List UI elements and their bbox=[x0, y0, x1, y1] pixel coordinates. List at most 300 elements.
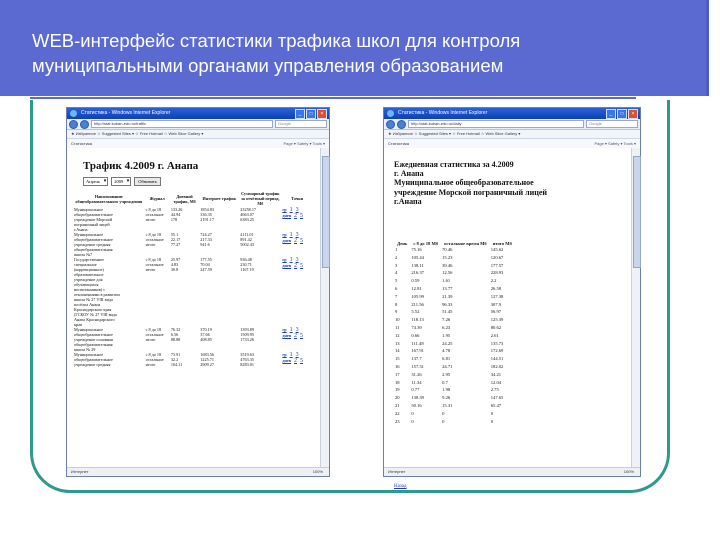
tab-statistics[interactable]: Статистика bbox=[388, 141, 410, 146]
graph-links bbox=[281, 327, 313, 352]
traffic-cell bbox=[170, 257, 199, 327]
traffic-value: 891.42 bbox=[240, 237, 252, 242]
traffic-value: с 8 до 18 bbox=[145, 352, 162, 357]
scrollbar-thumb[interactable] bbox=[322, 156, 330, 268]
graph-link[interactable]: 3 bbox=[295, 257, 299, 263]
daily-cell: 70.46 bbox=[442, 247, 453, 252]
school-name-line: общеобразовательное bbox=[74, 212, 113, 217]
traffic-value: 1683.56 bbox=[200, 352, 214, 357]
zoom-level[interactable]: 100% bbox=[312, 469, 323, 474]
graph-link[interactable]: 2 bbox=[294, 358, 298, 364]
daily-cell: 105.99 bbox=[411, 293, 424, 299]
graph-link[interactable]: 1 bbox=[289, 232, 293, 238]
school-name-line: школа № 29 bbox=[74, 347, 96, 352]
daily-cell: 0 bbox=[442, 418, 445, 424]
school-name-line: учреждение средняя bbox=[74, 242, 111, 247]
graph-link[interactable]: гр bbox=[282, 257, 287, 262]
daily-cell: 24.71 bbox=[442, 363, 453, 369]
traffic-value: 44.94 bbox=[170, 212, 181, 217]
traffic-value: 88.88 bbox=[170, 337, 181, 342]
graph-link[interactable]: днев bbox=[282, 358, 292, 363]
scrollbar-thumb[interactable] bbox=[633, 156, 641, 268]
school-name-line: отклонениями в развитии bbox=[74, 292, 120, 297]
school-name bbox=[73, 232, 145, 257]
back-icon[interactable] bbox=[386, 120, 395, 129]
status-zone: Интернет bbox=[71, 469, 89, 474]
daily-cell: 17 bbox=[395, 371, 400, 377]
daily-title-line: г.Анапа bbox=[394, 196, 422, 206]
traffic-value: итого bbox=[145, 242, 156, 247]
back-icon[interactable] bbox=[69, 120, 78, 129]
daily-cell: 0 bbox=[490, 418, 494, 424]
traffic-value: с 8 до 18 bbox=[145, 232, 162, 237]
school-name-line: Муниципальное bbox=[74, 327, 104, 332]
table-row bbox=[394, 379, 515, 387]
table-row bbox=[394, 269, 515, 277]
daily-cell: 182.02 bbox=[490, 363, 504, 369]
daily-cell: 7 bbox=[395, 293, 398, 299]
graph-link[interactable]: днев bbox=[282, 333, 292, 338]
banner-underline bbox=[30, 97, 636, 99]
table-row bbox=[394, 340, 515, 348]
col-header: Наименование общеобразовательного учреждения bbox=[75, 193, 143, 204]
favorites-bar[interactable]: ★ Избранное ☆ Suggested Sites ▾ ☆ Free Hotmail ☆ Web Slice Gallery ▾ bbox=[384, 130, 640, 139]
traffic-value: 30.8 bbox=[170, 267, 179, 272]
daily-cell: 1.95 bbox=[442, 332, 451, 338]
daily-cell: 20 bbox=[395, 395, 400, 401]
traffic-value: 247.59 bbox=[200, 267, 212, 272]
traffic-cell bbox=[199, 207, 239, 232]
daily-cell: 9.26 bbox=[442, 395, 451, 401]
graph-link[interactable]: 3 bbox=[295, 207, 299, 213]
graph-link-line bbox=[282, 213, 312, 219]
traffic-value: 936.48 bbox=[240, 257, 252, 262]
traffic-cell bbox=[145, 232, 170, 257]
url-input[interactable]: http://stat.kuban-edu.ru/daily bbox=[408, 120, 584, 128]
school-name-line: учреждение Морской bbox=[74, 217, 113, 222]
traffic-cell bbox=[239, 257, 281, 327]
vertical-scrollbar[interactable] bbox=[320, 148, 329, 467]
ie-icon bbox=[70, 110, 77, 117]
period-controls bbox=[83, 177, 161, 186]
traffic-cell bbox=[199, 232, 239, 257]
daily-cell: 216.37 bbox=[411, 270, 424, 276]
traffic-value: 178 bbox=[170, 217, 178, 222]
daily-title-line: Муниципальное общеобразовательное bbox=[394, 178, 534, 188]
daily-cell: 12 bbox=[395, 332, 400, 338]
daily-cell: 16 bbox=[395, 363, 400, 369]
table-row bbox=[73, 232, 313, 257]
traffic-value: итого bbox=[145, 217, 156, 222]
traffic-value: остальное bbox=[145, 237, 164, 242]
daily-cell: 51.45 bbox=[442, 309, 453, 315]
traffic-value: 4111.01 bbox=[240, 232, 254, 237]
traffic-value: с 8 до 18 bbox=[145, 257, 162, 262]
daily-cell: 0.59 bbox=[411, 278, 420, 284]
daily-cell: 4 bbox=[395, 270, 398, 276]
daily-cell: 127.38 bbox=[490, 293, 504, 299]
traffic-value: 23258.17 bbox=[240, 207, 256, 212]
close-icon[interactable]: × bbox=[628, 109, 638, 119]
table-row bbox=[394, 293, 515, 301]
forward-icon[interactable] bbox=[397, 120, 406, 129]
school-name-line: воспитанников) с bbox=[74, 287, 106, 292]
traffic-value: 230.71 bbox=[240, 262, 252, 267]
month-select[interactable]: Апрель ▾ bbox=[83, 177, 108, 186]
daily-cell: 18 bbox=[395, 379, 400, 385]
traffic-value: 55.1 bbox=[170, 232, 179, 237]
graph-link[interactable]: 3 bbox=[295, 352, 299, 358]
traffic-value: 336.35 bbox=[200, 212, 212, 217]
traffic-cell bbox=[170, 327, 199, 352]
graph-link[interactable]: 5 bbox=[300, 333, 304, 339]
table-row bbox=[394, 347, 515, 355]
school-name-line: школа №7 bbox=[74, 252, 93, 257]
traffic-value: 5002.43 bbox=[240, 242, 254, 247]
daily-cell: 2.61 bbox=[490, 332, 499, 338]
daily-cell: 167.91 bbox=[411, 348, 424, 354]
daily-cell: 0 bbox=[411, 410, 414, 416]
col-header: Суммарный трафик за отчётный период, Мб bbox=[241, 191, 280, 206]
daily-cell: 0 bbox=[490, 410, 494, 416]
maximize-icon[interactable]: □ bbox=[617, 109, 627, 119]
graph-link[interactable]: 1 bbox=[289, 327, 293, 333]
traffic-value: 73.91 bbox=[170, 352, 181, 357]
table-row bbox=[394, 262, 515, 270]
forward-icon[interactable] bbox=[80, 120, 89, 129]
graph-link[interactable]: гр bbox=[282, 327, 287, 332]
maximize-icon[interactable]: □ bbox=[306, 109, 316, 119]
ie-icon bbox=[387, 110, 394, 117]
graph-link[interactable]: гр bbox=[282, 352, 287, 357]
daily-cell: 0.7 bbox=[442, 379, 448, 385]
traffic-value: остальное bbox=[145, 332, 164, 337]
graph-links bbox=[281, 352, 313, 367]
status-zone: Интернет bbox=[388, 469, 406, 474]
daily-cell: 10 bbox=[395, 317, 400, 323]
daily-cell: 157.31 bbox=[411, 363, 424, 369]
daily-cell: 0 bbox=[442, 410, 445, 416]
traffic-value: 37.66 bbox=[200, 332, 210, 337]
traffic-value: 1167.19 bbox=[240, 267, 254, 272]
traffic-value: 8283.01 bbox=[240, 362, 254, 367]
graph-link[interactable]: 5 bbox=[300, 238, 304, 244]
col-header: Дневной трафик, Мб bbox=[173, 193, 196, 204]
refresh-button[interactable]: Обновить bbox=[134, 177, 161, 186]
daily-cell: 211.56 bbox=[411, 301, 424, 307]
minimize-icon[interactable]: _ bbox=[606, 109, 616, 119]
traffic-value: остальное bbox=[145, 262, 164, 267]
graph-link-line bbox=[282, 358, 312, 364]
daily-cell: 2.95 bbox=[442, 371, 451, 377]
traffic-value: 724.27 bbox=[200, 232, 212, 237]
close-icon[interactable]: × bbox=[317, 109, 327, 119]
traffic-value: 104.11 bbox=[170, 362, 183, 367]
table-row bbox=[394, 371, 515, 379]
daily-cell: 15.31 bbox=[442, 402, 453, 408]
traffic-cell bbox=[170, 207, 199, 232]
daily-cell: 1 bbox=[395, 247, 398, 252]
school-name bbox=[73, 207, 145, 232]
school-name-line: Муниципальное bbox=[74, 232, 104, 237]
table-row bbox=[73, 257, 313, 327]
traffic-value: 1225.71 bbox=[200, 357, 214, 362]
graph-link[interactable]: днев bbox=[282, 213, 292, 218]
graph-link[interactable]: 5 bbox=[300, 263, 304, 269]
traffic-value: с 8 до 18 bbox=[145, 327, 162, 332]
daily-cell: 125.39 bbox=[490, 317, 504, 323]
daily-cell: 56.97 bbox=[490, 309, 502, 315]
graph-link[interactable]: 2 bbox=[294, 213, 298, 219]
traffic-cell bbox=[239, 232, 281, 257]
traffic-value: остальное bbox=[145, 357, 164, 362]
graph-link[interactable]: 2 bbox=[294, 238, 298, 244]
daily-cell: 6.23 bbox=[442, 324, 451, 330]
command-bar[interactable]: Page ▾ Safety ▾ Tools ▾ bbox=[594, 141, 636, 146]
graph-link[interactable]: гр bbox=[282, 232, 287, 237]
school-name-line: (коррекционное) bbox=[74, 267, 104, 272]
table-row bbox=[394, 324, 515, 332]
address-bar bbox=[67, 119, 329, 130]
school-name-line: общеобразовательная bbox=[74, 342, 113, 347]
school-name-line: Государственное bbox=[74, 257, 104, 262]
command-bar[interactable]: Page ▾ Safety ▾ Tools ▾ bbox=[283, 141, 325, 146]
school-name-line: общеобразовательная bbox=[74, 247, 113, 252]
daily-cell: 135.73 bbox=[490, 340, 504, 346]
table-row bbox=[394, 332, 515, 340]
school-name-line: учреждение средняя bbox=[74, 362, 111, 367]
daily-cell: 5 bbox=[395, 278, 398, 284]
graph-links bbox=[281, 257, 313, 327]
daily-cell: 11.34 bbox=[411, 379, 422, 385]
daily-cell: 138.11 bbox=[411, 262, 424, 268]
traffic-value: итого bbox=[145, 267, 156, 272]
daily-cell: 3 bbox=[395, 262, 398, 268]
slide-title-line1: WEB-интерфейс статистики трафика школ для контроля bbox=[32, 30, 521, 51]
daily-title-line: г. Анапа bbox=[394, 169, 424, 179]
daily-cell: 80.62 bbox=[490, 324, 502, 330]
daily-cell: 118.13 bbox=[411, 317, 424, 323]
traffic-value: итого bbox=[145, 337, 156, 342]
table-row bbox=[394, 277, 515, 285]
school-name-line: учреждение основная bbox=[74, 337, 113, 342]
graph-link[interactable]: 1 bbox=[289, 257, 293, 263]
school-name-line: учреждение для bbox=[74, 277, 103, 282]
daily-cell: 144.51 bbox=[490, 356, 504, 362]
school-name-line: пограничный лицей bbox=[74, 222, 110, 227]
school-name-line: специальное bbox=[74, 262, 97, 267]
daily-cell: 5.52 bbox=[411, 309, 420, 315]
graph-link[interactable]: 5 bbox=[300, 213, 304, 219]
traffic-value: 25.97 bbox=[170, 257, 181, 262]
school-name-line: посёлка Анапа bbox=[74, 302, 101, 307]
status-bar bbox=[67, 467, 329, 476]
graph-link[interactable]: 3 bbox=[295, 232, 299, 238]
daily-cell: 14 bbox=[395, 348, 400, 354]
traffic-value: 70.04 bbox=[200, 262, 210, 267]
zoom-level[interactable]: 100% bbox=[623, 469, 634, 474]
table-row bbox=[394, 355, 515, 363]
school-name-line: общеобразовательное bbox=[74, 357, 113, 362]
traffic-value: 22.17 bbox=[170, 237, 181, 242]
daily-cell: 147.65 bbox=[490, 395, 504, 401]
traffic-value: 177.55 bbox=[200, 257, 212, 262]
col-header: День bbox=[397, 241, 408, 246]
col-header: с 8 до 18 Мб bbox=[413, 241, 439, 246]
table-row bbox=[394, 301, 515, 309]
address-bar bbox=[384, 119, 640, 130]
table-row bbox=[394, 254, 515, 262]
graph-link-line bbox=[282, 333, 312, 339]
daily-cell: 50.16 bbox=[411, 402, 422, 408]
school-name-line: общеобразовательное bbox=[74, 237, 113, 242]
window-title: Статистика - Windows Internet Explorer bbox=[81, 110, 171, 116]
daily-cell: 8 bbox=[395, 301, 398, 307]
page-title: Трафик 4.2009 г. Анапа bbox=[83, 160, 199, 172]
daily-cell: 120.67 bbox=[490, 254, 504, 260]
daily-cell: 145.62 bbox=[490, 247, 504, 252]
search-input[interactable]: Google bbox=[586, 120, 638, 128]
daily-cell: 26.58 bbox=[490, 285, 502, 291]
graph-link[interactable]: днев bbox=[282, 238, 292, 243]
daily-cell: 9 bbox=[395, 309, 398, 315]
col-header: итого Мб bbox=[492, 241, 512, 246]
traffic-value: 1393.89 bbox=[240, 327, 254, 332]
traffic-value: 1854.83 bbox=[200, 207, 214, 212]
daily-cell: 21 bbox=[395, 402, 400, 408]
slide-title bbox=[32, 28, 672, 78]
traffic-cell bbox=[199, 327, 239, 352]
graph-link[interactable]: 3 bbox=[295, 327, 299, 333]
daily-cell: 15 bbox=[395, 356, 400, 362]
school-name-line: школа № 27 VIII вида bbox=[74, 297, 113, 302]
daily-cell: 138.39 bbox=[411, 395, 424, 401]
daily-cell: 15.23 bbox=[442, 254, 453, 260]
traffic-value: 6383.25 bbox=[240, 217, 254, 222]
daily-cell: 24.25 bbox=[442, 340, 453, 346]
table-row bbox=[394, 316, 515, 324]
traffic-value: 77.27 bbox=[170, 242, 181, 247]
table-row bbox=[394, 418, 515, 426]
daily-title-line: учреждение Морской пограничный лицей bbox=[394, 187, 547, 197]
daily-cell: 13.77 bbox=[442, 285, 453, 291]
daily-cell: 177.57 bbox=[490, 262, 504, 268]
url-input[interactable]: http://stat.kuban-edu.ru/traffic bbox=[91, 120, 273, 128]
daily-cell: 7.26 bbox=[442, 317, 451, 323]
daily-cell: 6.81 bbox=[442, 356, 451, 362]
school-name-line: Муниципальное bbox=[74, 207, 104, 212]
graph-link[interactable]: 2 bbox=[294, 263, 298, 269]
traffic-value: 133.26 bbox=[170, 207, 183, 212]
daily-cell: 19 bbox=[395, 387, 400, 393]
table-row bbox=[394, 308, 515, 316]
daily-cell: 31.26 bbox=[411, 371, 422, 377]
traffic-value: с 8 до 18 bbox=[145, 207, 162, 212]
vertical-scrollbar[interactable] bbox=[631, 148, 640, 467]
daily-cell: 21.39 bbox=[442, 293, 453, 299]
table-row bbox=[394, 410, 515, 418]
col-header: Интернет трафик bbox=[202, 196, 237, 201]
traffic-value: 4763.35 bbox=[240, 357, 254, 362]
school-name-line: Анапа Краснодарского bbox=[74, 317, 115, 322]
traffic-value: итого bbox=[145, 362, 156, 367]
table-row bbox=[73, 327, 313, 352]
window-titlebar bbox=[384, 108, 640, 119]
traffic-value: 3519.63 bbox=[240, 352, 254, 357]
graph-links bbox=[281, 207, 313, 232]
search-input[interactable]: Google bbox=[275, 120, 327, 128]
school-name-line: (ГСКОУ № 27 VIII вида bbox=[74, 312, 117, 317]
daily-title bbox=[394, 160, 624, 206]
daily-cell: 137.7 bbox=[411, 356, 422, 362]
graph-link[interactable]: 2 bbox=[294, 333, 298, 339]
back-link[interactable]: Назад bbox=[394, 484, 407, 489]
table-row bbox=[394, 285, 515, 293]
page-content bbox=[67, 148, 320, 467]
daily-cell: 22 bbox=[395, 410, 400, 416]
graph-link[interactable]: гр bbox=[282, 207, 287, 212]
traffic-value: остальное bbox=[145, 212, 164, 217]
daily-cell: 11 bbox=[395, 324, 400, 330]
daily-cell: 172.69 bbox=[490, 348, 504, 354]
traffic-value: 76.32 bbox=[170, 327, 181, 332]
minimize-icon[interactable]: _ bbox=[295, 109, 305, 119]
daily-cell: 228.93 bbox=[490, 270, 504, 276]
traffic-table bbox=[73, 190, 313, 367]
traffic-value: 2191.17 bbox=[200, 217, 214, 222]
school-name bbox=[73, 327, 145, 352]
graph-link[interactable]: 5 bbox=[300, 358, 304, 364]
traffic-cell bbox=[239, 327, 281, 352]
table-row bbox=[394, 246, 515, 254]
daily-cell: 6 bbox=[395, 285, 398, 291]
traffic-value: 217.33 bbox=[200, 237, 212, 242]
traffic-value: 4.83 bbox=[170, 262, 179, 267]
slide-title-line2: муниципальными органами управления образованием bbox=[32, 55, 504, 76]
graph-link[interactable]: 1 bbox=[289, 352, 293, 358]
col-header: Точки bbox=[291, 196, 304, 201]
table-row bbox=[73, 207, 313, 232]
graph-link[interactable]: днев bbox=[282, 263, 292, 268]
year-select[interactable]: 2009 ▾ bbox=[111, 177, 131, 186]
traffic-value: 1733.26 bbox=[240, 337, 254, 342]
favorites-bar[interactable]: ★ Избранное ☆ Suggested Sites ▾ ☆ Free Hotmail ☆ Web Slice Gallery ▾ bbox=[67, 130, 329, 139]
daily-cell: 0.66 bbox=[411, 332, 420, 338]
table-row bbox=[73, 352, 313, 367]
traffic-cell bbox=[170, 352, 199, 367]
daily-cell: 12.04 bbox=[490, 379, 502, 385]
daily-cell: 105.44 bbox=[411, 254, 424, 260]
col-header: Журнал bbox=[149, 196, 165, 201]
traffic-cell bbox=[199, 257, 239, 327]
graph-link-line bbox=[282, 263, 312, 269]
traffic-cell bbox=[145, 352, 170, 367]
traffic-cell bbox=[199, 352, 239, 367]
traffic-value: 6.56 bbox=[170, 332, 179, 337]
traffic-cell bbox=[145, 207, 170, 232]
school-name-line: края bbox=[74, 322, 82, 327]
tab-statistics[interactable]: Статистика bbox=[71, 141, 93, 146]
table-row bbox=[394, 386, 515, 394]
traffic-value: 370.19 bbox=[200, 327, 212, 332]
table-row bbox=[394, 363, 515, 371]
daily-title-line: Ежедневная статистика за 4.2009 bbox=[394, 160, 514, 169]
daily-cell: 2.75 bbox=[490, 387, 499, 393]
graph-link[interactable]: 1 bbox=[289, 207, 293, 213]
browser-window-daily bbox=[383, 107, 641, 489]
daily-cell: 0.77 bbox=[411, 387, 420, 393]
daily-table bbox=[394, 241, 515, 425]
